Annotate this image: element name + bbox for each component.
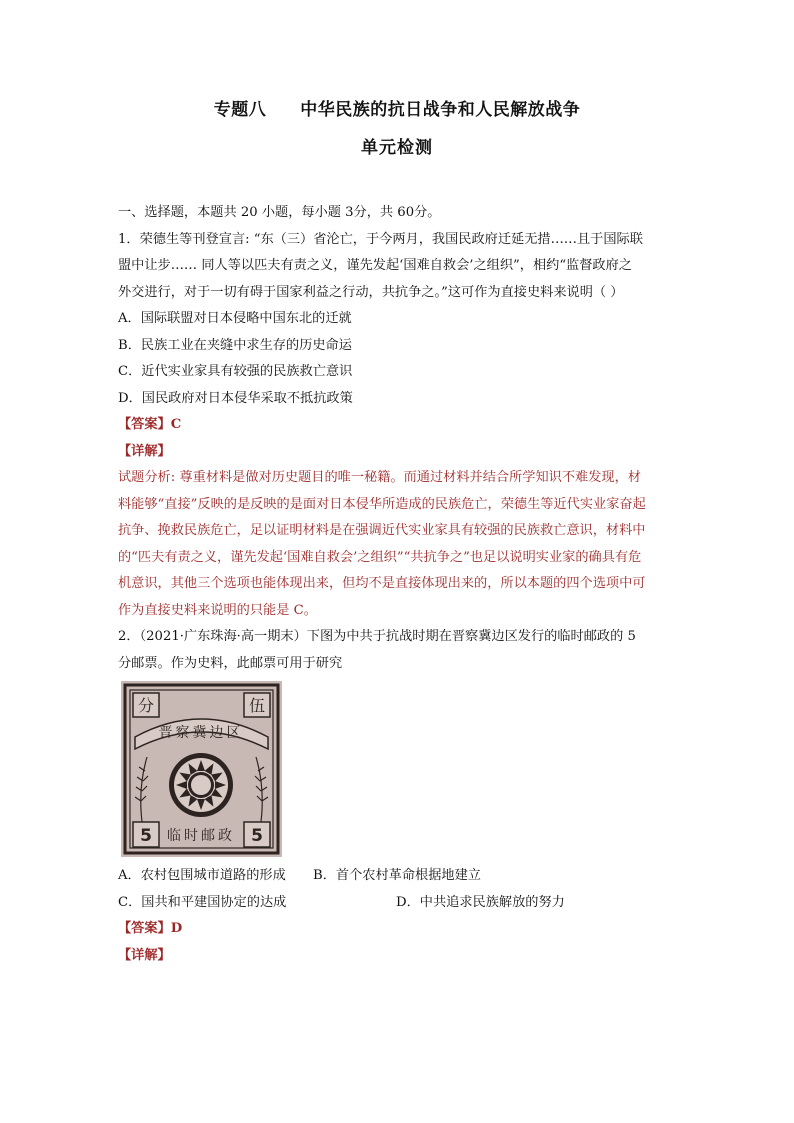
q2-options-row-1 xyxy=(118,863,678,890)
stamp-bottom-text: 临时邮政 xyxy=(167,828,235,844)
stamp-arc-text: 晋察冀边区 xyxy=(158,725,244,741)
q2-stem-line: 分邮票。作为史料，此邮票可用于研究 xyxy=(118,655,343,671)
q1-option-c: C．近代实业家具有较强的民族救亡意识 xyxy=(118,364,353,379)
q2-stem-line: 2．（2021·广东珠海·高一期末）下图为中共于抗战时期在晋察冀边区发行的临时邮政的 5 xyxy=(118,629,636,644)
q2-option-c: C．国共和平建国协定的达成 xyxy=(118,894,287,910)
q1-option-b: B．民族工业在夹缝中求生存的历史命运 xyxy=(118,337,352,353)
q1-analysis-line: 机意识，其他三个选项也能体现出来，但均不是直接体现出来的，所以本题的四个选项中可 xyxy=(118,576,646,591)
q1-option-a: A．国际联盟对日本侵略中国东北的迁就 xyxy=(118,311,352,326)
title-topic-number: 专题八 xyxy=(213,100,267,120)
q1-analysis-line: 作为直接史料来说明的只能是 C。 xyxy=(118,602,317,618)
title-topic-name: 中华民族的抗日战争和人民解放战争 xyxy=(300,100,581,120)
q2-option-d: D．中共追求民族解放的努力 xyxy=(396,894,565,910)
q2-option-b: B．首个农村革命根据地建立 xyxy=(313,868,481,883)
stamp-top-right-char: 伍 xyxy=(248,696,266,715)
stamp-image xyxy=(121,681,282,857)
q1-detail-label: 【详解】 xyxy=(118,443,171,459)
document-title xyxy=(0,95,794,120)
q1-answer: 【答案】C xyxy=(118,417,182,432)
q2-detail-label: 【详解】 xyxy=(118,947,171,963)
stamp-illustration xyxy=(121,681,282,857)
stamp-value-right: 5 xyxy=(251,826,263,846)
document-subtitle: 单元检测 xyxy=(361,138,433,158)
q2-options-row-2 xyxy=(118,890,678,917)
q2-option-a: A．农村包围城市道路的形成 xyxy=(118,868,286,883)
stamp-sun-emblem xyxy=(169,753,233,817)
q1-stem-line: 外交进行，对于一切有碍于国家利益之行动，共抗争之。”这可作为直接史料来说明（ ） xyxy=(118,284,624,300)
q2-answer: 【答案】D xyxy=(118,921,183,936)
q1-stem-line: 1．荣德生等刊登宣言: “东（三）省沦亡，于今两月，我国民政府迁延无措……且于国际联 xyxy=(118,231,643,247)
stamp-top-left-char: 分 xyxy=(137,696,155,715)
q1-analysis-line: 试题分析: 尊重材料是做对历史题目的唯一秘籍。而通过材料并结合所学知识不难发现，材 xyxy=(118,470,641,485)
stamp-value-left: 5 xyxy=(140,826,152,846)
q1-analysis-line: 的“匹夫有责之义，谨先发起‘国难自救会’之组织”“共抗争之”也足以说明实业家的确具有危 xyxy=(118,549,642,565)
q1-analysis-line: 抗争、挽救民族危亡，足以证明材料是在强调近代实业家具有较强的民族救亡意识，材料中 xyxy=(118,523,646,538)
q1-stem-line: 盟中让步…… 同人等以匹夫有责之义，谨先发起‘国难自救会’之组织”，相约“监督政府之 xyxy=(118,258,632,273)
q1-analysis-line: 料能够“直接”反映的是反映的是面对日本侵华所造成的民族危亡，荣德生等近代实业家奋起 xyxy=(118,496,646,512)
section-heading: 一、选择题，本题共 20 小题，每小题 3分，共 60分。 xyxy=(118,205,441,220)
question-body xyxy=(118,200,678,969)
q1-option-d: D．国民政府对日本侵华采取不抵抗政策 xyxy=(118,390,353,406)
